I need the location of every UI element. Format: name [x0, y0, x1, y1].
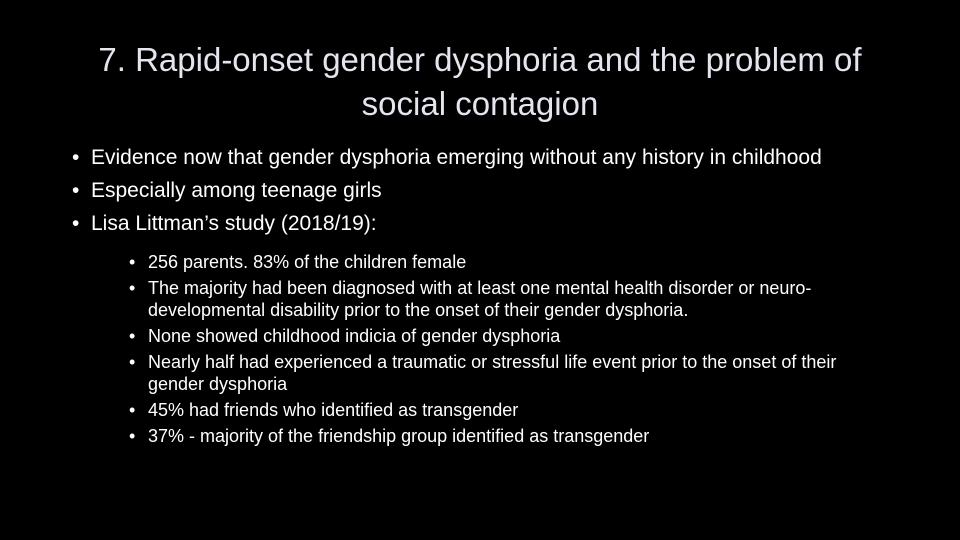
bullet-item: [70, 145, 890, 171]
bullet-item: [70, 178, 890, 204]
sub-bullet-item: [127, 351, 890, 395]
sub-bullet-text: Nearly half had experienced a traumatic or stressful life event prior to the onset of their gender dysphoria: [148, 352, 837, 394]
sub-bullet-item: [127, 425, 890, 447]
bullet-glyph: •: [129, 326, 136, 346]
bullet-text: Lisa Littman’s study (2018/19):: [91, 212, 377, 235]
sub-bullet-item: [127, 277, 890, 321]
sub-bullet-list: [127, 251, 890, 447]
bullet-item: [70, 211, 890, 447]
bullet-glyph: •: [72, 179, 80, 202]
bullet-glyph: •: [129, 400, 136, 420]
bullet-glyph: •: [129, 252, 136, 272]
bullet-glyph: •: [72, 146, 80, 169]
sub-bullet-item: [127, 399, 890, 421]
sub-bullet-text: The majority had been diagnosed with at least one mental health disorder or neuro-developmental disability prior to the onset of their gender dysphoria.: [148, 278, 812, 320]
bullet-glyph: •: [129, 426, 136, 446]
slide-title: 7. Rapid-onset gender dysphoria and the problem of social contagion: [98, 41, 862, 122]
sub-bullet-item: [127, 325, 890, 347]
bullet-glyph: •: [72, 212, 80, 235]
sub-bullet-text: None showed childhood indicia of gender dysphoria: [148, 326, 561, 346]
bullet-glyph: •: [129, 278, 136, 298]
sub-bullet-item: [127, 251, 890, 273]
slide-body: [70, 145, 890, 454]
bullet-text: Evidence now that gender dysphoria emerging without any history in childhood: [91, 146, 822, 169]
sub-bullet-text: 256 parents. 83% of the children female: [148, 252, 467, 272]
bullet-list: [70, 145, 890, 447]
sub-bullet-text: 45% had friends who identified as transgender: [148, 400, 519, 420]
bullet-glyph: •: [129, 352, 136, 372]
sub-bullet-text: 37% - majority of the friendship group identified as transgender: [148, 426, 650, 446]
bullet-text: Especially among teenage girls: [91, 179, 382, 202]
